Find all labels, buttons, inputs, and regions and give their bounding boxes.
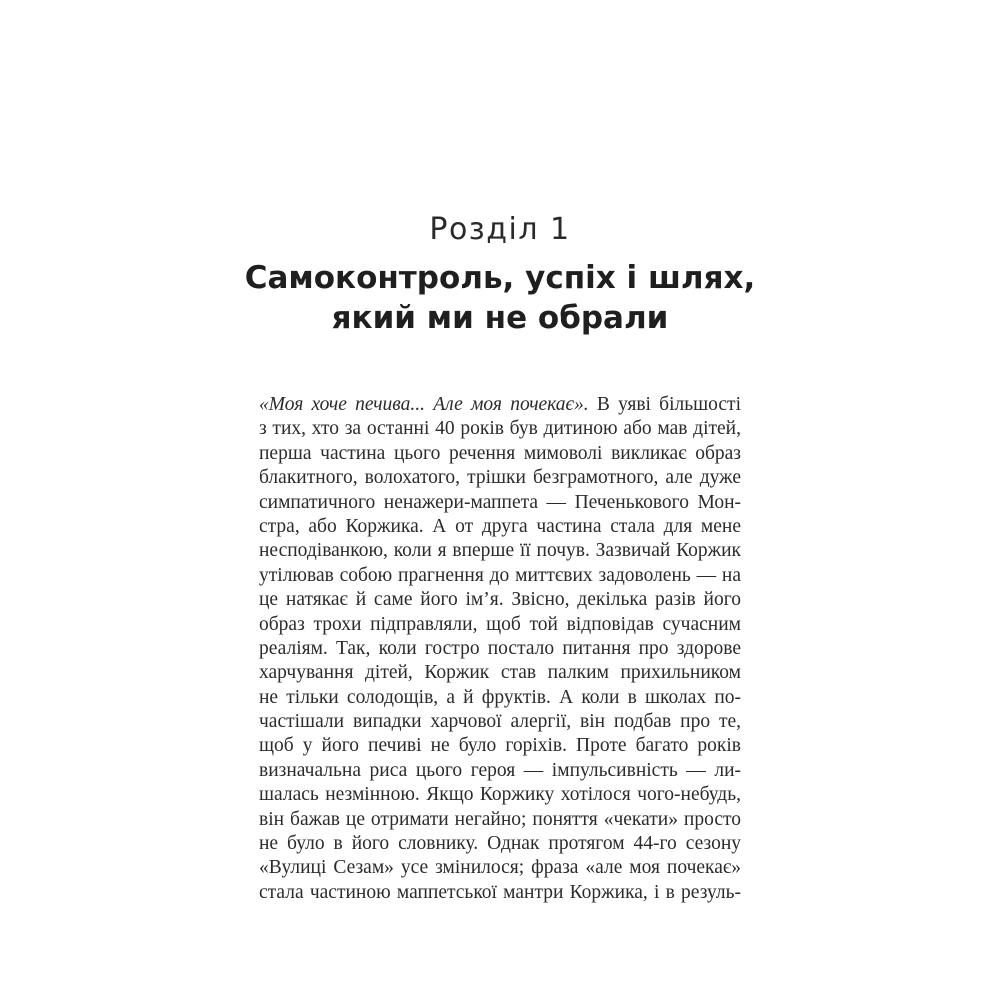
- body-line-1-text: В уяві більшості: [588, 394, 741, 415]
- body-line: стра, або Коржика. А от друга частина стала для мене: [259, 515, 741, 537]
- body-line: з тих, хто за останні 40 років був дитиною або мав дітей,: [259, 418, 741, 440]
- body-line: блакитного, волохатого, трішки безграмотного, але дуже: [259, 467, 741, 489]
- body-line: шалась незмінною. Якщо Коржику хотілося чого-небудь,: [259, 784, 741, 806]
- body-line: не тільки солодощів, а й фруктів. А коли в школах по-: [259, 686, 741, 708]
- body-line: образ трохи підправляли, щоб той відповідав сучасним: [259, 613, 741, 635]
- body-line: утілював собою прагнення до миттєвих задоволень — на: [259, 564, 741, 586]
- chapter-title: [0, 258, 1000, 338]
- body-line: реаліям. Так, коли гостро постало питання про здорове: [259, 637, 741, 659]
- body-text: [259, 393, 741, 905]
- body-line: не було в його словнику. Однак протягом 44-го сезону: [259, 833, 741, 855]
- body-line: це натякає й саме його ім’я. Звісно, декілька разів його: [259, 589, 741, 611]
- body-line: «Вулиці Сезам» усе змінилося; фраза «але моя почекає»: [259, 857, 741, 879]
- body-line: частішали випадки харчової алергії, він подбав про те,: [259, 711, 741, 733]
- body-line: стала частиною маппетської мантри Коржика, і в резуль-: [259, 881, 741, 903]
- body-line: щоб у його печиві не було горіхів. Проте багато років: [259, 735, 741, 757]
- body-line: визначальна риса цього героя — імпульсивність — ли-: [259, 759, 741, 781]
- chapter-title-line-2: який ми не обрали: [331, 300, 669, 336]
- chapter-title-line-1: Самоконтроль, успіх і шлях,: [244, 260, 756, 296]
- body-line-1: [259, 393, 741, 417]
- chapter-label: Розділ 1: [429, 212, 571, 247]
- body-line: перша частина цього речення мимоволі викликає образ: [259, 442, 741, 464]
- body-line: він бажав це отримати негайно; поняття «чекати» просто: [259, 808, 741, 830]
- body-line: несподіванкою, коли я вперше її почув. Зазвичай Коржик: [259, 540, 741, 562]
- body-line: харчування дітей, Коржик став палким прихильником: [259, 662, 741, 684]
- opening-quote: «Моя хоче печива... Але моя почекає».: [259, 394, 589, 415]
- body-line: симпатичного ненажери-маппета — Печенькового Мон-: [259, 491, 741, 513]
